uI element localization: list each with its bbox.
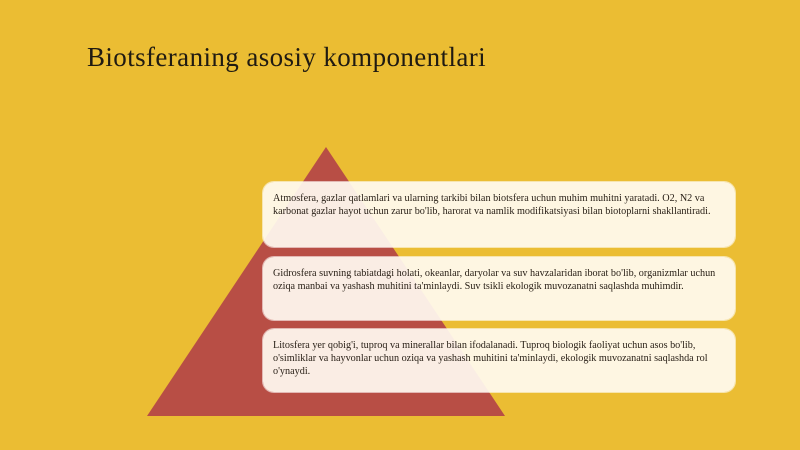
lithosphere-card xyxy=(263,329,735,392)
lithosphere-text: Litosfera yer qobig'i, tuproq va minerallar bilan ifodalanadi. Tuproq biologik faoliyat uchun asos bo'lib, o'simliklar va hayvonlar uchun oziqa va yashash muhitini ta'minlaydi, ekologik muvozanatni saqlashda rol o'ynaydi. xyxy=(273,340,708,378)
hydrosphere-card xyxy=(263,257,735,320)
atmosphere-text: Atmosfera, gazlar qatlamlari va ularning tarkibi bilan biotsfera uchun muhim muhitni yaratadi. O2, N2 va karbonat gazlar hayot uchun zarur bo'lib, harorat va namlik modifikatsiyasi bilan biotoplarni shakllantiradi. xyxy=(273,193,711,218)
atmosphere-card xyxy=(263,182,735,247)
slide-title: Biotsferaning asosiy komponentlari xyxy=(87,42,487,72)
hydrosphere-text: Gidrosfera suvning tabiatdagi holati, okeanlar, daryolar va suv havzalaridan iborat bo'lib, organizmlar uchun oziqa manbai va yashash muhitini ta'minlaydi. Suv tsikli ekologik muvozanatni saqlashda muhimdir. xyxy=(273,268,716,293)
